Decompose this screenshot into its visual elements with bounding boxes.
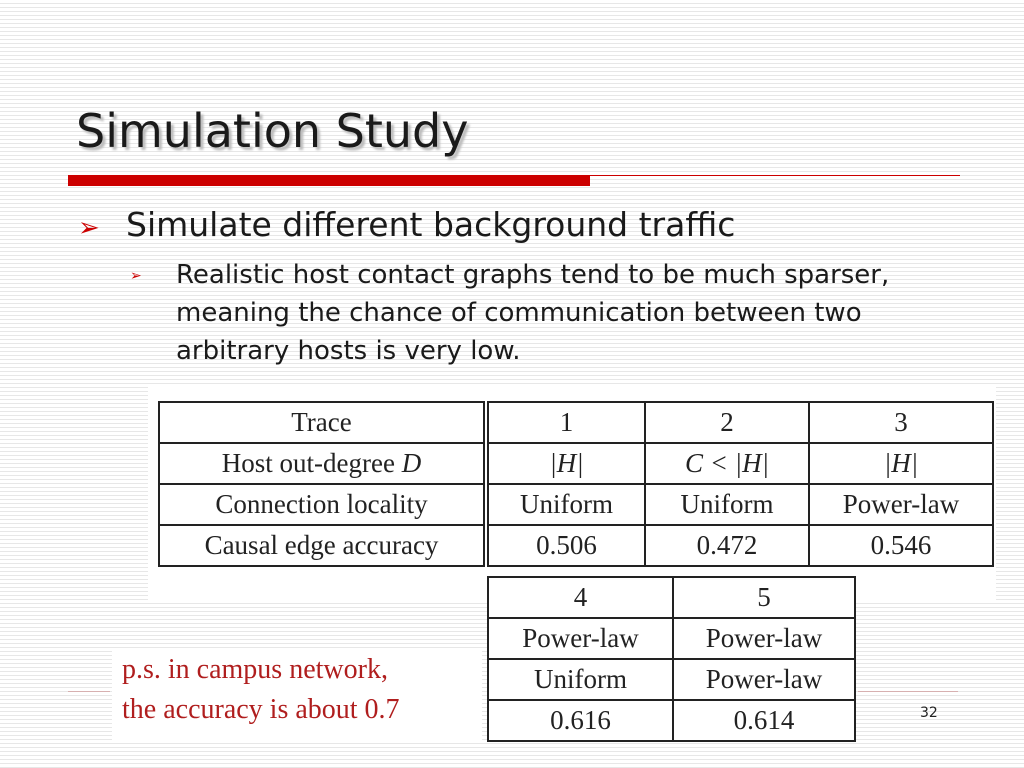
table-cell: Causal edge accuracy: [159, 525, 486, 566]
table-row: [159, 484, 993, 525]
table-cell: 0.472: [645, 525, 809, 566]
table-cell: |H|: [486, 443, 645, 484]
table-cell: 5: [673, 577, 855, 618]
sub-bullet-arrow-icon: ➢: [130, 268, 142, 284]
table-row: [488, 577, 855, 618]
table-cell: C < |H|: [645, 443, 809, 484]
bullet-arrow-icon: ➢: [78, 213, 100, 243]
bullet-level1: [78, 205, 735, 244]
table-cell: |H|: [809, 443, 993, 484]
table-cell: Power-law: [809, 484, 993, 525]
trace-table-continued: [487, 576, 856, 742]
table-cell: 0.614: [673, 700, 855, 741]
table-cell: 1: [486, 402, 645, 443]
table-cell: Power-law: [488, 618, 673, 659]
note-box: [112, 650, 482, 742]
table-cell: Uniform: [645, 484, 809, 525]
table-cell: [159, 443, 486, 484]
footer-divider-left: [68, 691, 110, 692]
title-underline-thin: [590, 175, 960, 176]
note-line2: the accuracy is about 0.7: [122, 694, 400, 725]
table-cell: Trace: [159, 402, 486, 443]
table-cell: Uniform: [486, 484, 645, 525]
table-row: [159, 525, 993, 566]
host-degree-label: Host out-degree: [221, 448, 402, 478]
trace-table: [158, 401, 994, 567]
table-row: [159, 402, 993, 443]
table-row: [488, 700, 855, 741]
table-cell: Power-law: [673, 659, 855, 700]
table-cell: 0.546: [809, 525, 993, 566]
note-line1: p.s. in campus network,: [122, 654, 388, 685]
table-cell: 2: [645, 402, 809, 443]
host-degree-var: D: [401, 448, 422, 478]
slide-title: Simulation Study: [76, 104, 469, 158]
table-row: [159, 443, 993, 484]
title-underline-thick: [68, 175, 590, 186]
table-cell: 0.616: [488, 700, 673, 741]
footer-divider-right: [858, 691, 958, 692]
table-cell: 0.506: [486, 525, 645, 566]
bullet-level1-text: Simulate different background traffic: [126, 205, 736, 244]
bullet-level2-text: Realistic host contact graphs tend to be much sparser, meaning the chance of communication between two arbitrary hosts is very low.: [176, 260, 890, 366]
page-number: 32: [920, 705, 938, 721]
table-cell: Power-law: [673, 618, 855, 659]
table-row: [488, 618, 855, 659]
table-row: [488, 659, 855, 700]
table-cell: Connection locality: [159, 484, 486, 525]
table-cell: Uniform: [488, 659, 673, 700]
table-cell: 3: [809, 402, 993, 443]
table-cell: 4: [488, 577, 673, 618]
